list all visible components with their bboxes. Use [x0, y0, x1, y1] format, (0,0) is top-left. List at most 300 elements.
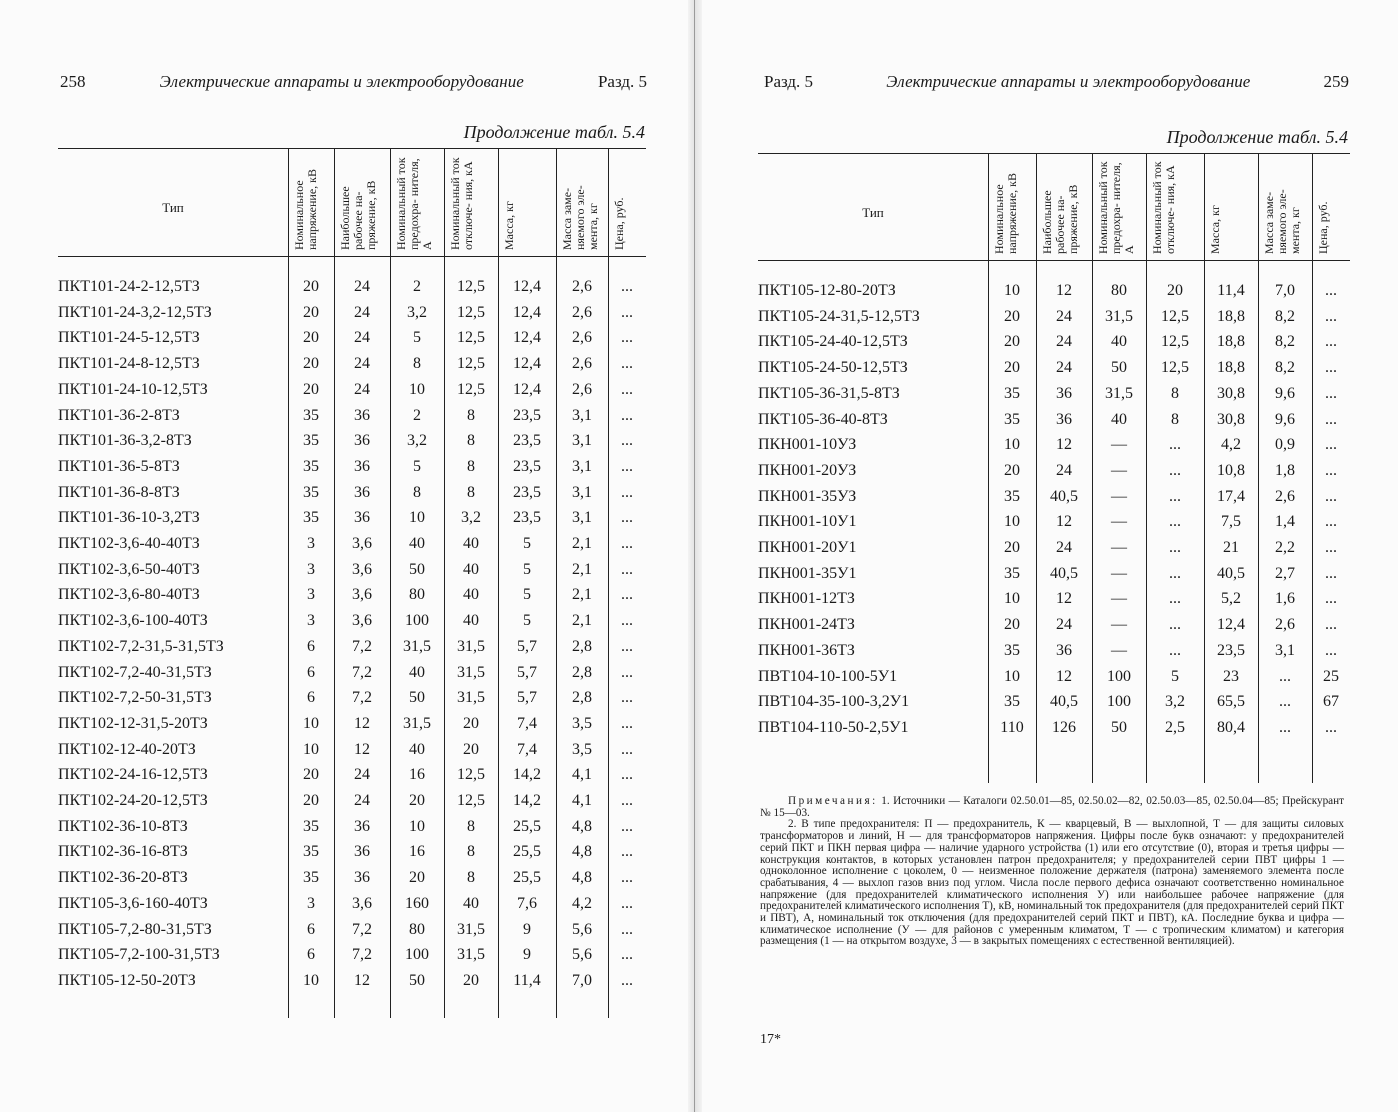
left-cell-nom-voltage: 10 — [303, 971, 319, 989]
left-cell-fuse-current: 10 — [409, 509, 425, 527]
left-cell-breaking-current: 20 — [463, 740, 479, 758]
right-cell-nom-voltage: 20 — [1004, 616, 1020, 634]
right-cell-max-voltage: 36 — [1056, 384, 1072, 402]
left-cell-type: ПКТ105-3,6-160-40ТЗ — [58, 894, 208, 912]
right-cell-fuse-current: — — [1111, 641, 1127, 659]
left-cell-nom-voltage: 20 — [303, 792, 319, 809]
right-cell-mass: 65,5 — [1217, 693, 1245, 711]
left-cell-fuse-current: 40 — [409, 663, 425, 681]
left-running-header — [60, 72, 647, 92]
right-cell-fuse-current: 50 — [1111, 718, 1127, 736]
right-cell-type: ПКН001-20УЗ — [758, 461, 857, 479]
right-cell-fuse-current: 50 — [1111, 359, 1127, 377]
right-cell-type: ПКН001-35У1 — [758, 564, 857, 582]
left-cell-breaking-current: 8 — [467, 483, 475, 501]
left-cell-max-voltage: 36 — [354, 483, 370, 501]
left-header-type: Тип — [162, 200, 184, 215]
right-page — [700, 0, 1398, 1112]
left-table-row — [58, 685, 646, 711]
left-header-nom-voltage-label: Номинальное напряжение, кВ — [292, 169, 319, 250]
left-cell-mass: 25,5 — [513, 843, 541, 861]
left-cell-type: ПКТ105-7,2-100-31,5ТЗ — [58, 946, 220, 964]
left-table-row — [58, 403, 646, 429]
left-cell-breaking-current: 31,5 — [457, 663, 485, 681]
left-cell-price: ... — [621, 792, 633, 809]
right-cell-type: ПКТ105-12-80-20ТЗ — [758, 282, 896, 299]
right-table-row — [758, 561, 1350, 587]
left-cell-breaking-current: 20 — [463, 714, 479, 732]
left-cell-element-mass: 3,5 — [572, 714, 592, 732]
left-cell-max-voltage: 36 — [354, 843, 370, 861]
left-cell-mass: 14,2 — [513, 766, 541, 784]
right-cell-breaking-current: 2,5 — [1165, 718, 1185, 736]
left-cell-max-voltage: 12 — [354, 714, 370, 732]
left-cell-mass: 5 — [523, 560, 531, 578]
left-cell-element-mass: 4,2 — [572, 894, 592, 912]
left-cell-breaking-current: 40 — [463, 612, 479, 630]
right-cell-price: 67 — [1323, 693, 1339, 711]
left-cell-price: ... — [621, 586, 633, 604]
left-cell-breaking-current: 31,5 — [457, 689, 485, 707]
right-cell-fuse-current: 40 — [1111, 410, 1127, 428]
left-table-row — [58, 737, 646, 763]
left-cell-element-mass: 2,1 — [572, 535, 592, 552]
left-cell-type: ПКТ102-24-16-12,5ТЗ — [58, 766, 208, 784]
left-cell-type: ПКТ101-24-5-12,5ТЗ — [58, 329, 200, 347]
left-cell-price: ... — [621, 612, 633, 630]
right-cell-max-voltage: 40,5 — [1050, 693, 1078, 711]
right-cell-mass: 23,5 — [1217, 641, 1245, 659]
left-cell-element-mass: 2,8 — [572, 689, 592, 707]
left-cell-mass: 5,7 — [517, 663, 537, 681]
left-cell-fuse-current: 31,5 — [403, 637, 431, 655]
right-cell-nom-voltage: 35 — [1004, 384, 1020, 402]
right-cell-breaking-current: ... — [1169, 436, 1181, 454]
right-cell-max-voltage: 24 — [1056, 307, 1072, 325]
right-table-row — [758, 355, 1350, 381]
right-table-row — [758, 664, 1350, 690]
left-table-row — [58, 839, 646, 865]
left-cell-element-mass: 7,0 — [572, 971, 592, 989]
right-running-title: Электрические аппараты и электрооборудование — [886, 72, 1251, 91]
right-cell-price: ... — [1325, 539, 1337, 556]
right-cell-max-voltage: 36 — [1056, 410, 1072, 428]
left-cell-type: ПКТ101-24-3,2-12,5ТЗ — [58, 303, 212, 321]
left-cell-fuse-current: 20 — [409, 869, 425, 887]
left-cell-breaking-current: 31,5 — [457, 637, 485, 655]
right-cell-price: ... — [1325, 590, 1337, 608]
left-cell-fuse-current: 10 — [409, 817, 425, 835]
right-cell-element-mass: 8,2 — [1275, 333, 1295, 351]
left-cell-nom-voltage: 6 — [307, 946, 315, 964]
left-cell-max-voltage: 24 — [354, 380, 370, 398]
left-cell-nom-voltage: 6 — [307, 637, 315, 655]
right-cell-price: ... — [1325, 384, 1337, 402]
left-cell-fuse-current: 10 — [409, 380, 425, 398]
left-cell-fuse-current: 50 — [409, 560, 425, 578]
left-cell-price: ... — [621, 766, 633, 784]
left-table-row — [58, 788, 646, 814]
right-cell-nom-voltage: 35 — [1004, 410, 1020, 428]
right-table-row — [758, 329, 1350, 355]
left-cell-breaking-current: 8 — [467, 869, 475, 887]
left-cell-nom-voltage: 20 — [303, 766, 319, 784]
left-cell-max-voltage: 3,6 — [352, 535, 372, 552]
left-page-number: 258 — [60, 72, 86, 91]
left-cell-price: ... — [621, 894, 633, 912]
left-cell-max-voltage: 7,2 — [352, 637, 372, 655]
left-cell-fuse-current: 3,2 — [407, 432, 427, 450]
right-cell-type: ПВТ104-110-50-2,5У1 — [758, 718, 909, 736]
left-cell-breaking-current: 31,5 — [457, 920, 485, 938]
right-table-row — [758, 715, 1350, 741]
left-cell-max-voltage: 36 — [354, 869, 370, 887]
right-cell-max-voltage: 12 — [1056, 513, 1072, 531]
right-cell-nom-voltage: 10 — [1004, 513, 1020, 531]
left-cell-type: ПКТ105-12-50-20ТЗ — [58, 971, 196, 989]
left-cell-element-mass: 2,6 — [572, 278, 592, 295]
left-cell-breaking-current: 31,5 — [457, 946, 485, 964]
left-cell-breaking-current: 12,5 — [457, 303, 485, 321]
left-cell-price: ... — [621, 509, 633, 527]
right-cell-price: ... — [1325, 616, 1337, 634]
left-table-row — [58, 428, 646, 454]
right-fuse-table — [758, 153, 1350, 783]
left-table-row — [58, 377, 646, 403]
left-cell-breaking-current: 40 — [463, 535, 479, 552]
right-table-row — [758, 304, 1350, 330]
left-cell-fuse-current: 8 — [413, 483, 421, 501]
left-cell-breaking-current: 40 — [463, 894, 479, 912]
left-cell-nom-voltage: 35 — [303, 509, 319, 527]
right-table-top-rule — [758, 153, 1350, 154]
right-header-breaking-current-label: Номинальный ток отключе- ния, кА — [1150, 161, 1177, 254]
left-cell-mass: 23,5 — [513, 432, 541, 450]
left-cell-element-mass: 2,1 — [572, 612, 592, 630]
left-cell-type: ПКТ102-7,2-40-31,5ТЗ — [58, 663, 212, 681]
right-cell-type: ПКТ105-36-31,5-8ТЗ — [758, 384, 900, 402]
left-table-row — [58, 480, 646, 506]
right-cell-mass: 10,8 — [1217, 461, 1245, 479]
left-cell-breaking-current: 8 — [467, 843, 475, 861]
right-cell-price: ... — [1325, 307, 1337, 325]
right-cell-type: ПКТ105-24-31,5-12,5ТЗ — [758, 307, 920, 325]
left-cell-type: ПКТ105-7,2-80-31,5ТЗ — [58, 920, 212, 938]
left-cell-mass: 5,7 — [517, 637, 537, 655]
left-cell-element-mass: 4,8 — [572, 843, 592, 861]
right-cell-nom-voltage: 20 — [1004, 307, 1020, 325]
right-cell-fuse-current: — — [1111, 513, 1127, 531]
left-cell-nom-voltage: 20 — [303, 303, 319, 321]
right-cell-element-mass: 2,6 — [1275, 616, 1295, 634]
left-table-row — [58, 634, 646, 660]
right-cell-max-voltage: 36 — [1056, 641, 1072, 659]
right-cell-breaking-current: ... — [1169, 641, 1181, 659]
right-continuation-caption: Продолжение табл. 5.4 — [1166, 127, 1348, 147]
left-table-row — [58, 891, 646, 917]
left-cell-max-voltage: 36 — [354, 817, 370, 835]
left-cell-price: ... — [621, 920, 633, 938]
right-cell-price: ... — [1325, 359, 1337, 377]
left-cell-type: ПКТ102-12-31,5-20ТЗ — [58, 714, 208, 732]
left-cell-fuse-current: 16 — [409, 843, 425, 861]
left-cell-type: ПКТ102-24-20-12,5ТЗ — [58, 792, 208, 809]
right-cell-element-mass: ... — [1279, 718, 1291, 736]
left-cell-price: ... — [621, 483, 633, 501]
left-cell-mass: 23,5 — [513, 406, 541, 424]
left-cell-type: ПКТ101-36-3,2-8ТЗ — [58, 432, 192, 450]
left-cell-fuse-current: 16 — [409, 766, 425, 784]
right-cell-nom-voltage: 20 — [1004, 461, 1020, 479]
left-cell-max-voltage: 3,6 — [352, 560, 372, 578]
left-table-row — [58, 917, 646, 943]
left-cell-type: ПКТ101-24-10-12,5ТЗ — [58, 380, 208, 398]
left-cell-mass: 9 — [523, 946, 531, 964]
right-cell-max-voltage: 24 — [1056, 539, 1072, 556]
left-cell-nom-voltage: 3 — [307, 612, 315, 630]
left-header-element-mass-label: Масса заме- няемого эле- мента, кг — [560, 185, 600, 250]
left-cell-element-mass: 2,1 — [572, 586, 592, 604]
left-cell-breaking-current: 12,5 — [457, 329, 485, 347]
left-cell-type: ПКТ101-36-8-8ТЗ — [58, 483, 180, 501]
left-section-label: Разд. 5 — [597, 72, 647, 91]
left-cell-price: ... — [621, 689, 633, 707]
left-table-row — [58, 660, 646, 686]
left-cell-type: ПКТ102-7,2-31,5-31,5ТЗ — [58, 637, 224, 655]
right-cell-price: ... — [1325, 487, 1337, 505]
left-cell-breaking-current: 12,5 — [457, 792, 485, 809]
right-cell-breaking-current: 12,5 — [1161, 333, 1189, 351]
left-cell-mass: 5 — [523, 612, 531, 630]
left-cell-price: ... — [621, 663, 633, 681]
right-cell-element-mass: 8,2 — [1275, 359, 1295, 377]
left-header-fuse-current-label: Номинальный ток предохра- нителя, А — [394, 157, 434, 250]
left-cell-nom-voltage: 3 — [307, 586, 315, 604]
left-cell-type: ПКТ101-36-5-8ТЗ — [58, 457, 180, 475]
right-cell-fuse-current: 31,5 — [1105, 307, 1133, 325]
right-header-nom-voltage-label: Номинальное напряжение, кВ — [992, 173, 1019, 254]
right-cell-nom-voltage: 35 — [1004, 487, 1020, 505]
left-table-row — [58, 300, 646, 326]
left-table-row — [58, 968, 646, 994]
right-header-mass-label: Масса, кг — [1208, 205, 1222, 254]
notes-label: Примечания: — [788, 795, 878, 807]
right-cell-nom-voltage: 10 — [1004, 667, 1020, 685]
left-cell-element-mass: 5,6 — [572, 946, 592, 964]
right-cell-element-mass: ... — [1279, 693, 1291, 711]
right-cell-fuse-current: 100 — [1107, 693, 1131, 711]
right-cell-nom-voltage: 10 — [1004, 436, 1020, 454]
right-table-row — [758, 535, 1350, 561]
right-cell-breaking-current: ... — [1169, 539, 1181, 556]
right-cell-mass: 40,5 — [1217, 564, 1245, 582]
left-cell-type: ПКТ102-36-20-8ТЗ — [58, 869, 188, 887]
right-cell-breaking-current: 5 — [1171, 667, 1179, 685]
left-cell-nom-voltage: 20 — [303, 278, 319, 295]
left-cell-price: ... — [621, 406, 633, 424]
right-cell-fuse-current: — — [1111, 616, 1127, 634]
left-cell-price: ... — [621, 946, 633, 964]
right-header-type: Тип — [862, 205, 884, 220]
right-cell-element-mass: 0,9 — [1275, 436, 1295, 454]
right-cell-type: ПКН001-10УЗ — [758, 436, 857, 454]
left-cell-max-voltage: 36 — [354, 406, 370, 424]
right-section-label: Разд. 5 — [764, 72, 814, 91]
right-cell-element-mass: 9,6 — [1275, 384, 1295, 402]
left-cell-price: ... — [621, 329, 633, 347]
right-cell-mass: 21 — [1223, 539, 1239, 556]
right-cell-fuse-current: — — [1111, 461, 1127, 479]
right-cell-fuse-current: 100 — [1107, 667, 1131, 685]
left-cell-element-mass: 3,1 — [572, 432, 592, 450]
right-table-row — [758, 586, 1350, 612]
left-table-row — [58, 814, 646, 840]
left-table-row — [58, 505, 646, 531]
left-cell-nom-voltage: 3 — [307, 535, 315, 552]
right-cell-price: ... — [1325, 564, 1337, 582]
left-table-row — [58, 865, 646, 891]
right-cell-mass: 18,8 — [1217, 307, 1245, 325]
left-cell-max-voltage: 12 — [354, 971, 370, 989]
book-spine-line — [694, 0, 695, 1112]
right-cell-type: ПКТ105-36-40-8ТЗ — [758, 410, 888, 428]
left-cell-element-mass: 5,6 — [572, 920, 592, 938]
right-cell-element-mass: 8,2 — [1275, 307, 1295, 325]
right-table-row — [758, 612, 1350, 638]
left-cell-type: ПКТ102-7,2-50-31,5ТЗ — [58, 689, 212, 707]
left-cell-mass: 5 — [523, 535, 531, 552]
right-cell-price: ... — [1325, 641, 1337, 659]
left-cell-breaking-current: 12,5 — [457, 278, 485, 295]
left-cell-mass: 5 — [523, 586, 531, 604]
right-cell-max-voltage: 126 — [1052, 718, 1076, 736]
left-cell-fuse-current: 40 — [409, 740, 425, 758]
left-cell-type: ПКТ101-36-10-3,2ТЗ — [58, 509, 200, 527]
left-cell-max-voltage: 36 — [354, 432, 370, 450]
left-cell-type: ПКТ102-3,6-40-40ТЗ — [58, 535, 200, 552]
left-cell-fuse-current: 20 — [409, 792, 425, 809]
right-cell-type: ПКТ105-24-50-12,5ТЗ — [758, 359, 908, 377]
left-cell-max-voltage: 24 — [354, 355, 370, 373]
right-cell-breaking-current: ... — [1169, 564, 1181, 582]
left-cell-max-voltage: 7,2 — [352, 663, 372, 681]
left-cell-breaking-current: 20 — [463, 971, 479, 989]
left-cell-mass: 25,5 — [513, 869, 541, 887]
left-cell-element-mass: 4,1 — [572, 766, 592, 784]
left-cell-price: ... — [621, 971, 633, 989]
left-table-row — [58, 762, 646, 788]
left-cell-element-mass: 3,5 — [572, 740, 592, 758]
right-table-header-rule — [758, 260, 1350, 261]
right-header-fuse-current-label: Номинальный ток предохра- нителя, А — [1096, 161, 1136, 254]
right-cell-mass: 11,4 — [1217, 282, 1245, 299]
note-1-text: 1. Источники — Каталоги 02.50.01—85, 02.50.02—82, 02.50.03—85, 02.50.04—85; Прейскурант № 15—03. — [760, 795, 1344, 819]
right-cell-max-voltage: 40,5 — [1050, 487, 1078, 505]
right-cell-fuse-current: — — [1111, 539, 1127, 556]
left-table-row — [58, 325, 646, 351]
left-cell-max-voltage: 36 — [354, 457, 370, 475]
left-header-max-voltage-label: Наибольшее рабочее на- пряжение, кВ — [338, 180, 378, 250]
left-cell-price: ... — [621, 355, 633, 373]
left-cell-breaking-current: 3,2 — [461, 509, 481, 527]
left-cell-element-mass: 4,8 — [572, 869, 592, 887]
right-cell-mass: 30,8 — [1217, 384, 1245, 402]
right-header-price-label: Цена, руб. — [1316, 201, 1330, 254]
left-cell-max-voltage: 7,2 — [352, 946, 372, 964]
right-cell-price: ... — [1325, 513, 1337, 531]
left-cell-fuse-current: 160 — [405, 894, 429, 912]
left-cell-price: ... — [621, 869, 633, 887]
left-cell-breaking-current: 40 — [463, 560, 479, 578]
left-cell-price: ... — [621, 380, 633, 398]
right-cell-max-voltage: 12 — [1056, 590, 1072, 608]
right-cell-type: ПВТ104-35-100-3,2У1 — [758, 693, 910, 711]
left-cell-breaking-current: 12,5 — [457, 355, 485, 373]
right-cell-max-voltage: 12 — [1056, 436, 1072, 454]
left-cell-element-mass: 3,1 — [572, 483, 592, 501]
right-cell-price: ... — [1325, 461, 1337, 479]
right-cell-price: ... — [1325, 718, 1337, 736]
right-table-row — [758, 458, 1350, 484]
left-header-mass-label: Масса, кг — [502, 201, 516, 250]
left-table-row — [58, 557, 646, 583]
left-cell-mass: 7,4 — [517, 740, 537, 758]
left-cell-fuse-current: 2 — [413, 278, 421, 295]
left-cell-breaking-current: 8 — [467, 406, 475, 424]
right-table-row — [758, 484, 1350, 510]
right-cell-breaking-current: 12,5 — [1161, 359, 1189, 377]
right-cell-breaking-current: ... — [1169, 513, 1181, 531]
right-cell-mass: 80,4 — [1217, 718, 1245, 736]
left-cell-mass: 12,4 — [513, 278, 541, 295]
left-cell-mass: 25,5 — [513, 817, 541, 835]
right-cell-price: ... — [1325, 282, 1337, 299]
left-cell-max-voltage: 7,2 — [352, 920, 372, 938]
right-cell-mass: 7,5 — [1221, 513, 1241, 531]
left-cell-fuse-current: 2 — [413, 406, 421, 424]
left-cell-price: ... — [621, 535, 633, 552]
left-running-title: Электрические аппараты и электрооборудование — [159, 72, 524, 91]
left-cell-breaking-current: 40 — [463, 586, 479, 604]
left-table-row — [58, 711, 646, 737]
right-cell-breaking-current: 3,2 — [1165, 693, 1185, 711]
right-cell-mass: 5,2 — [1221, 590, 1241, 608]
right-cell-mass: 17,4 — [1217, 487, 1245, 505]
left-cell-type: ПКТ101-36-2-8ТЗ — [58, 406, 180, 424]
left-cell-type: ПКТ102-3,6-50-40ТЗ — [58, 560, 200, 578]
right-cell-price: 25 — [1323, 667, 1339, 685]
right-table-row — [758, 407, 1350, 433]
left-table-header-rule — [58, 256, 646, 257]
right-cell-element-mass: 2,6 — [1275, 487, 1295, 505]
left-table-row — [58, 351, 646, 377]
right-cell-type: ПКН001-12ТЗ — [758, 590, 855, 608]
left-cell-element-mass: 2,6 — [572, 329, 592, 347]
left-cell-mass: 23,5 — [513, 483, 541, 501]
right-cell-fuse-current: — — [1111, 590, 1127, 608]
left-cell-mass: 12,4 — [513, 380, 541, 398]
left-cell-nom-voltage: 35 — [303, 843, 319, 861]
left-cell-nom-voltage: 6 — [307, 663, 315, 681]
left-cell-mass: 11,4 — [513, 971, 541, 989]
left-cell-mass: 9 — [523, 920, 531, 938]
right-cell-type: ПКН001-24ТЗ — [758, 616, 855, 634]
left-cell-fuse-current: 8 — [413, 355, 421, 373]
right-cell-breaking-current: 8 — [1171, 384, 1179, 402]
right-cell-element-mass: 7,0 — [1275, 282, 1295, 299]
right-cell-fuse-current: — — [1111, 436, 1127, 454]
left-cell-element-mass: 2,8 — [572, 637, 592, 655]
